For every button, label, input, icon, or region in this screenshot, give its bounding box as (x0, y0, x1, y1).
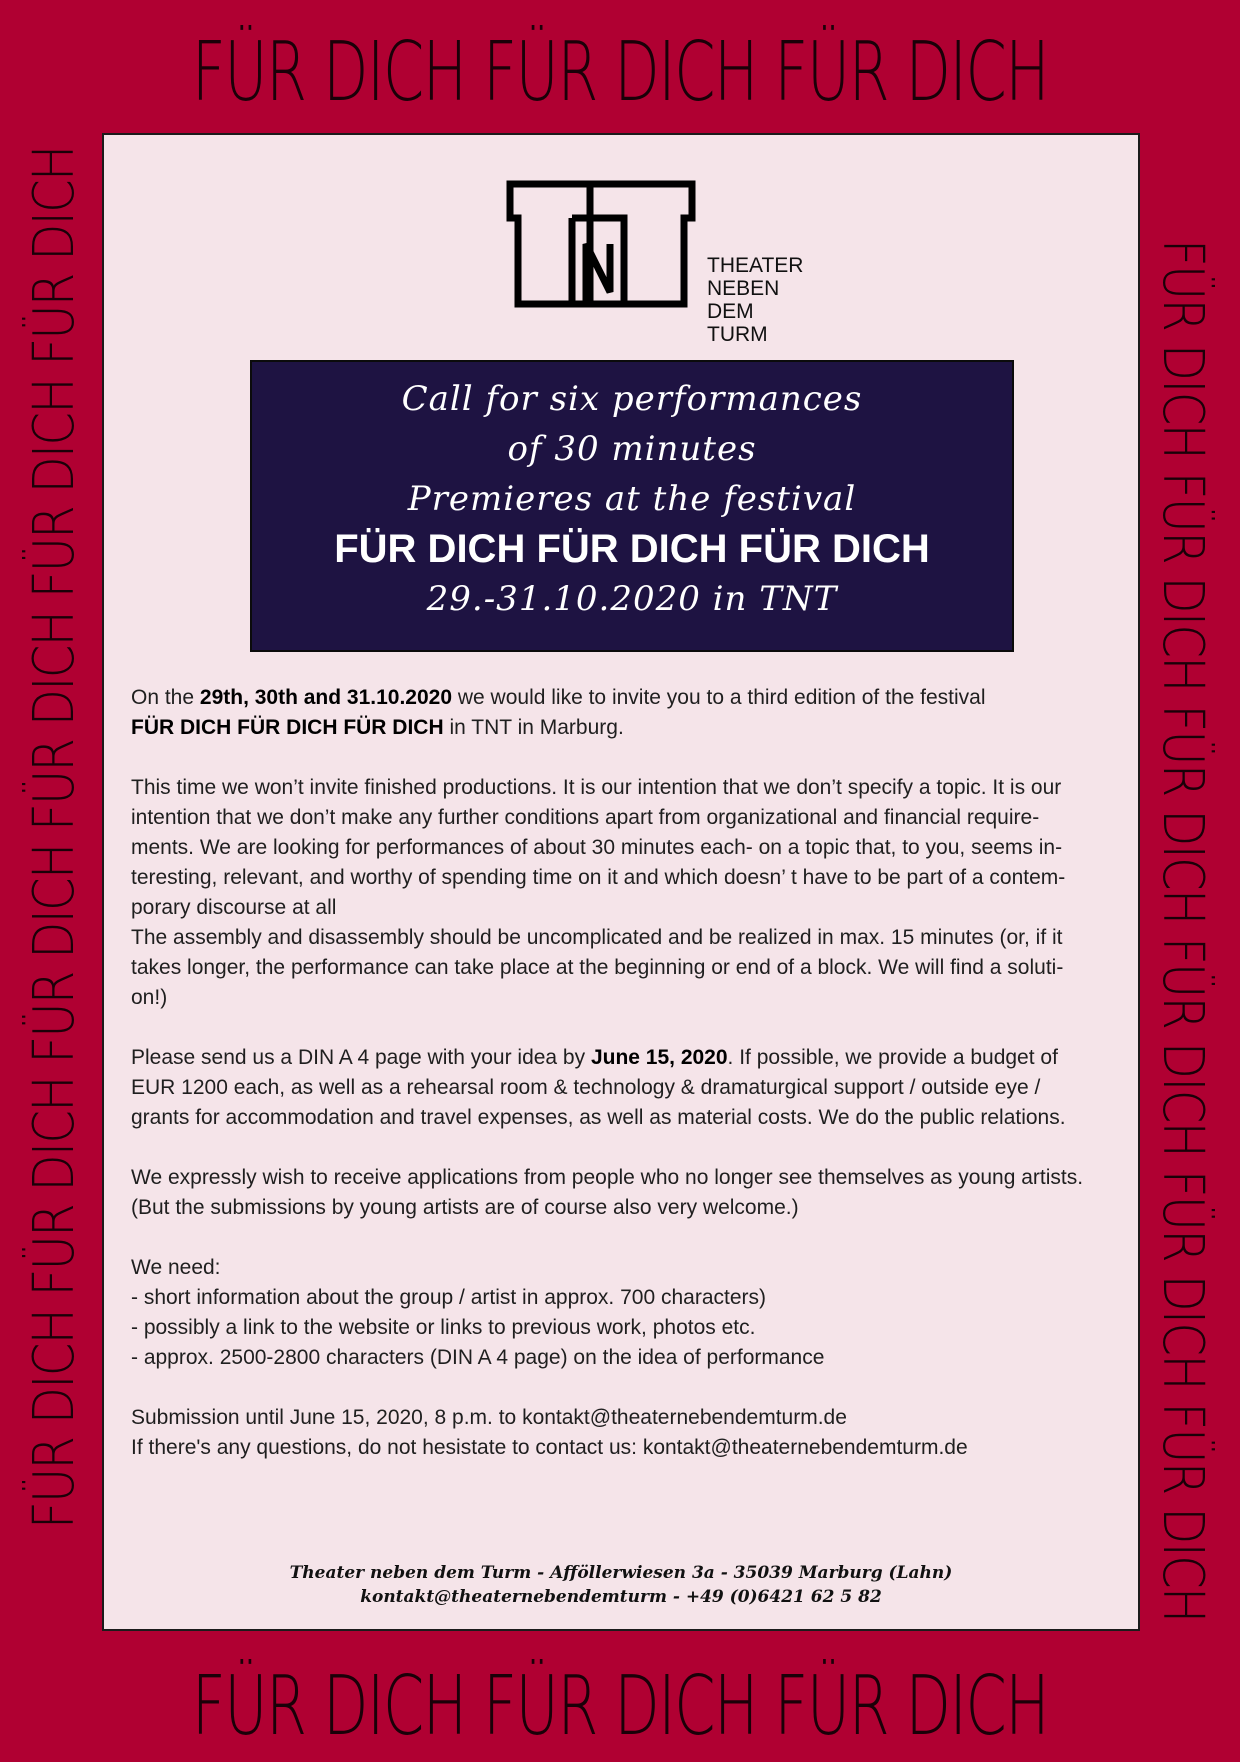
left-banner: FÜR DICH FÜR DICH FÜR DICH FÜR DICH FÜR DICH FÜR DICH (22, 146, 87, 1530)
logo-line: DEM (707, 300, 754, 323)
needs-item: - possibly a link to the website or links to previous work, photos etc. (131, 1316, 756, 1339)
budget-text: Please send us a DIN A 4 page with your idea by (131, 1046, 591, 1069)
submission-line: Submission until June 15, 2020, 8 p.m. to kontakt@theaternebendemturm.de (131, 1406, 847, 1429)
topic-line: intention that we don’t make any further conditions apart from organizational and financial require- (131, 806, 1040, 829)
logo-line: TURM (707, 323, 768, 346)
footer-address-line: Theater neben dem Turm - Afföllerwiesen 3a - 35039 Marburg (Lahn) (289, 1563, 953, 1583)
topic-line: This time we won’t invite finished productions. It is our intention that we don’t specify a topic. It is our (131, 776, 1062, 799)
needs-item: - short information about the group / artist in approx. 700 characters) (131, 1286, 766, 1309)
tnt-logo (506, 180, 836, 346)
call-festival-name: FÜR DICH FÜR DICH FÜR DICH (334, 527, 930, 571)
intro-text: On the (131, 686, 200, 709)
topic-line: The assembly and disassembly should be uncomplicated and be realized in max. 15 minutes (or, if it (131, 926, 1063, 949)
logo-wordmark (707, 254, 803, 346)
budget-line: grants for accommodation and travel expenses, as well as material costs. We do the public relations. (131, 1106, 1066, 1129)
intro-festival: FÜR DICH FÜR DICH FÜR DICH (131, 716, 444, 739)
topic-line: on!) (131, 986, 168, 1009)
budget-text: . If possible, we provide a budget of (727, 1046, 1058, 1069)
topic-line: porary discourse at all (131, 896, 337, 919)
applicants-line: We expressly wish to receive applications from people who no longer see themselves as young artists. (131, 1166, 1084, 1189)
logo-line: NEBEN (707, 277, 780, 300)
tnt-logo-mark (506, 180, 696, 310)
call-duration: of 30 minutes (507, 429, 757, 469)
bottom-banner: FÜR DICH FÜR DICH FÜR DICH (191, 1659, 1049, 1754)
contact-line: If there's any questions, do not hesistate to contact us: kontakt@theaternebendemturm.de (131, 1436, 968, 1459)
flyer-body (131, 683, 1111, 1463)
needs-list (131, 1253, 1111, 1373)
budget-paragraph (131, 1043, 1111, 1133)
flyer-sheet (102, 133, 1140, 1631)
call-premiere: Premieres at the festival (407, 479, 857, 519)
intro-dates: 29th, 30th and 31.10.2020 (199, 686, 453, 709)
call-title: Call for six performances (401, 379, 863, 419)
needs-heading: We need: (131, 1256, 221, 1279)
topic-line: ments. We are looking for performances of about 30 minutes each- on a topic that, to you, seems in- (131, 836, 1063, 859)
topic-line: takes longer, the performance can take place at the beginning or end of a block. We will find a soluti- (131, 956, 1064, 979)
applicants-paragraph (131, 1163, 1111, 1223)
call-box (250, 360, 1014, 652)
topic-line: teresting, relevant, and worthy of spending time on it and which doesn’ t have to be part of a contem- (131, 866, 1066, 889)
call-dates: 29.-31.10.2020 in TNT (426, 579, 838, 619)
intro-paragraph (131, 683, 1111, 743)
intro-text: we would like to invite you to a third edition of the festival (452, 686, 986, 709)
right-banner: FÜR DICH FÜR DICH FÜR DICH FÜR DICH FÜR DICH FÜR DICH (1150, 238, 1215, 1622)
submission-paragraph (131, 1403, 1111, 1463)
top-banner: FÜR DICH FÜR DICH FÜR DICH (191, 25, 1049, 120)
topic-paragraph (131, 773, 1111, 1013)
needs-item: - approx. 2500-2800 characters (DIN A 4 page) on the idea of performance (131, 1346, 825, 1369)
intro-text: in TNT in Marburg. (443, 716, 624, 739)
budget-deadline: June 15, 2020 (590, 1046, 728, 1069)
logo-line: THEATER (707, 254, 804, 277)
footer-contact-line: kontakt@theaternebendemturm - +49 (0)6421 62 5 82 (360, 1587, 882, 1607)
footer-address (104, 1561, 1138, 1609)
applicants-line: (But the submissions by young artists are of course also very welcome.) (131, 1196, 799, 1219)
budget-line: EUR 1200 each, as well as a rehearsal room & technology & dramaturgical support / outside eye / (131, 1076, 1041, 1099)
